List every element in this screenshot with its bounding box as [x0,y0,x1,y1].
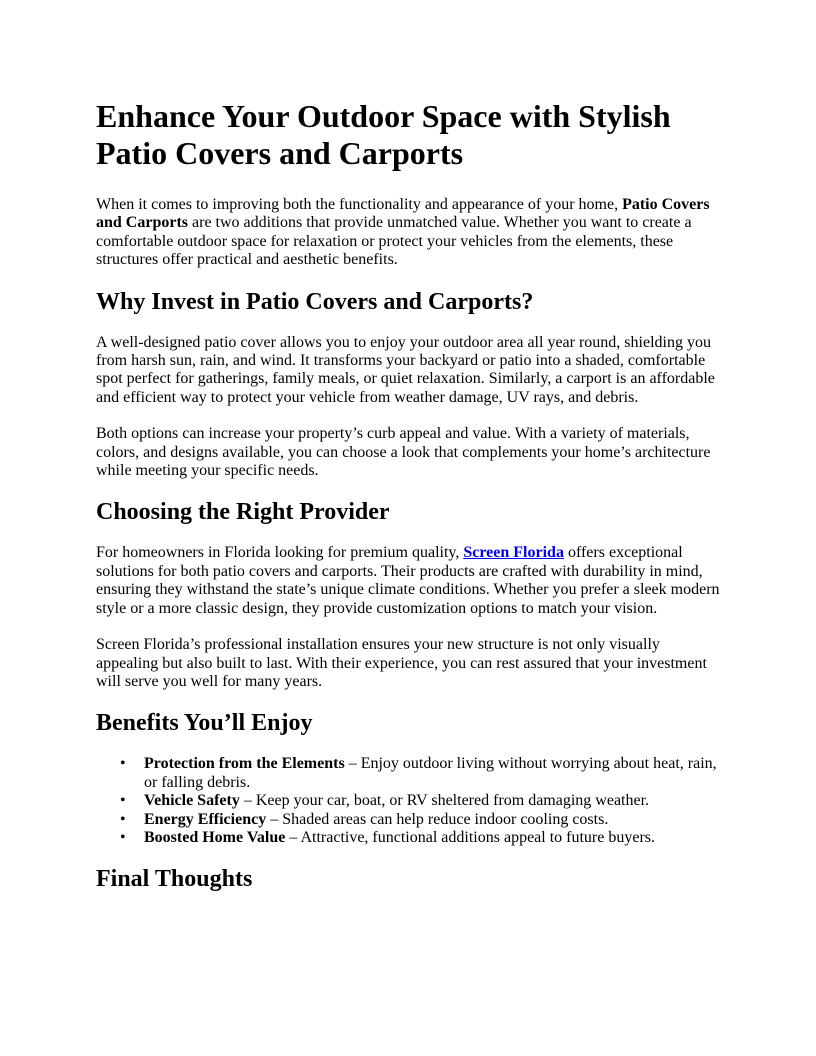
benefits-list [96,755,720,847]
benefit-text: – Attractive, functional additions appeal to future buyers. [285,828,656,846]
bullet-icon: • [120,755,126,773]
benefit-text: – Shaded areas can help reduce indoor cooling costs. [266,810,609,828]
why-invest-paragraph-2: Both options can increase your property’s curb appeal and value. With a variety of materials, colors, and designs available, you can choose a look that complements your home’s architecture while meeting your specific needs. [96,425,711,480]
list-item [120,792,720,810]
intro-paragraph [96,196,720,270]
bullet-icon: • [120,792,126,810]
intro-text-after: are two additions that provide unmatched value. Whether you want to create a comfortable outdoor space for relaxation or protect your vehicles from the elements, these structures offer practical and aesthetic benefits. [96,214,692,269]
section-heading-provider: Choosing the Right Provider [96,499,390,526]
section-heading-final-thoughts: Final Thoughts [96,866,253,893]
section-heading-why-invest: Why Invest in Patio Covers and Carports? [96,288,534,315]
provider-paragraph-2: Screen Florida’s professional installation ensures your new structure is not only visually appealing but also built to last. With their experience, you can rest assured that your investment will serve you well for many years. [96,636,707,690]
document-page [96,98,720,911]
provider-text-before: For homeowners in Florida looking for premium quality, [96,544,464,562]
why-invest-paragraph-1: A well-designed patio cover allows you to enjoy your outdoor area all year round, shielding you from harsh sun, rain, and wind. It transforms your backyard or patio into a shaded, comfortable spot perfect for gatherings, family meals, or quiet relaxation. Similarly, a carport is an affordable and efficient way to protect your vehicle from weather damage, UV rays, and debris. [96,333,715,406]
benefit-title: Protection from the Elements [144,755,345,773]
bullet-icon: • [120,810,126,828]
provider-paragraph-1 [96,544,720,618]
page-title: Enhance Your Outdoor Space with Stylish Patio Covers and Carports [96,98,671,171]
screen-florida-link[interactable]: Screen Florida [463,544,564,562]
list-item [120,828,720,847]
section-heading-benefits: Benefits You’ll Enjoy [96,710,313,737]
benefit-text: – Keep your car, boat, or RV sheltered from damaging weather. [239,792,650,810]
list-item [120,755,720,792]
intro-bold-phrase: Patio Covers and Carports [96,196,710,232]
intro-text-before: When it comes to improving both the functionality and appearance of your home, [96,196,623,213]
bullet-icon: • [120,828,126,846]
benefit-title: Boosted Home Value [144,828,286,846]
benefit-title: Vehicle Safety [144,792,240,810]
benefit-text: – Enjoy outdoor living without worrying about heat, rain, or falling debris. [144,755,717,791]
provider-text-after: offers exceptional solutions for both patio covers and carports. Their products are crafted with durability in mind, ensuring they withstand the state’s unique climate conditions. Whether you prefer a sleek modern style or a more classic design, they provide customization options to match your vision. [96,544,720,617]
benefit-title: Energy Efficiency [144,810,267,828]
list-item [120,810,720,829]
